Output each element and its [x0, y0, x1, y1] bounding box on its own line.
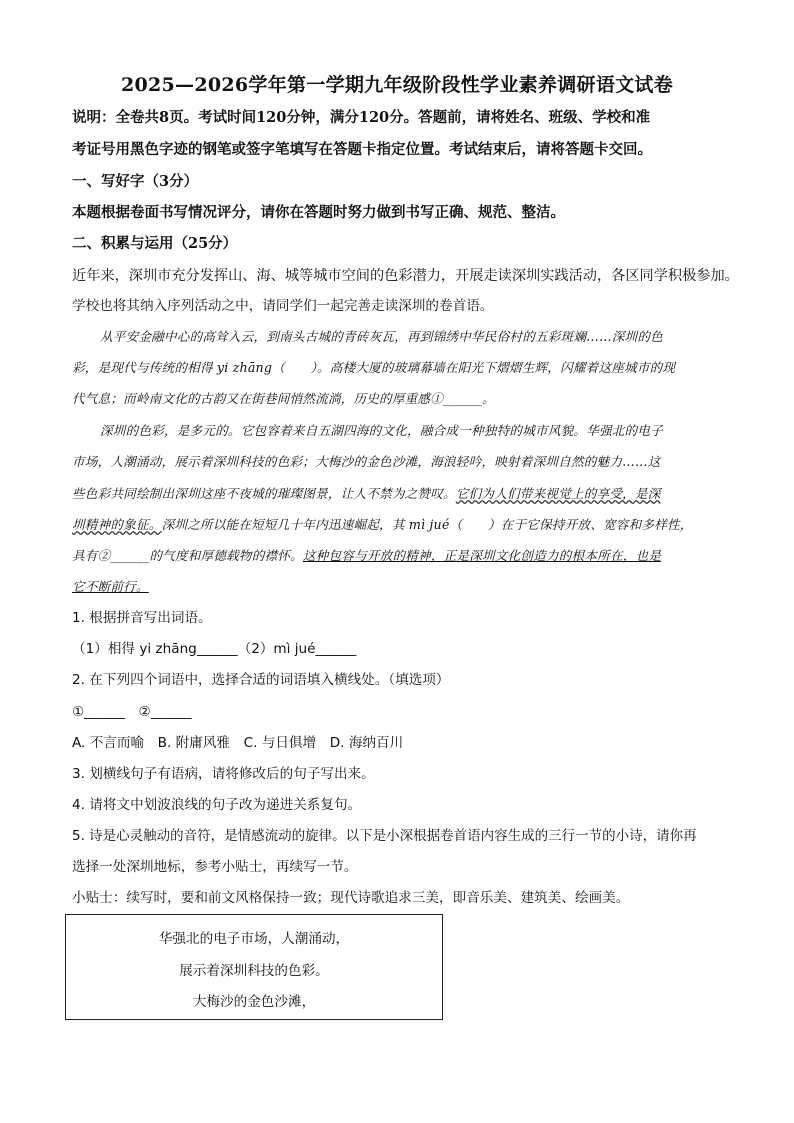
passage-plain-text: 深圳之所以能在短短几十年内迅速崛起，其 mì jué（ ）在于它保持开放、宽容和多样性，: [161, 517, 693, 532]
passage-plain-text: 具有②______的气度和厚德载物的襟怀。: [72, 548, 303, 563]
question-2-blanks: ①______ ②______: [72, 704, 192, 720]
question-1-blanks: （1）相得 yi zhāng______（2）mì jué______: [72, 641, 357, 657]
section1-heading: 一、写好字（3分）: [72, 173, 199, 190]
poem-line-3: 大梅沙的金色沙滩，: [192, 994, 316, 1010]
tip-text: 小贴士：续写时，要和前文风格保持一致；现代诗歌追求三美，即音乐美、建筑美、绘画美。: [72, 890, 630, 906]
exam-title: 2025—2026学年第一学期九年级阶段性学业素养调研语文试卷: [120, 74, 674, 96]
poem-line-1: 华强北的电子市场，人潮涌动，: [158, 931, 350, 947]
passage-plain-text: 些色彩共同绘制出深圳这座不夜城的璀璨图景，让人不禁为之赞叹。: [72, 486, 456, 501]
passage-p2-line-2: 市场，人潮涌动，展示着深圳科技的色彩；大梅沙的金色沙滩，海浪轻吟，映射着深圳自然的魅力……这: [72, 454, 661, 469]
poem-line-2: 展示着深圳科技的色彩。: [179, 963, 329, 979]
question-2: 2. 在下列四个词语中，选择合适的词语填入横线处。（填选项）: [72, 672, 450, 688]
passage-p1-line-1: 从平安金融中心的高耸入云，到南头古城的青砖灰瓦，再到锦绣中华民俗村的五彩斑斓……深圳的色: [100, 329, 663, 344]
instructions-line-1: 说明：全卷共8页。考试时间120分钟，满分120分。答题前，请将姓名、班级、学校和准: [72, 109, 651, 126]
passage-p1-line-3: 代气息；而岭南文化的古韵又在街巷间悄然流淌，历史的厚重感①______。: [72, 391, 495, 406]
passage-p2-line-5: [72, 546, 732, 566]
wavy-underlined-sentence: 它们为人们带来视觉上的享受，是深: [455, 486, 661, 501]
question-5-line-2: 选择一处深圳地标，参考小贴士，再续写一节。: [72, 859, 358, 875]
instructions-line-2: 考证号用黑色字迹的钢笔或签字笔填写在答题卡指定位置。考试结束后，请将答题卡交回。: [72, 141, 652, 158]
passage-p2-line-4: [72, 515, 732, 535]
section2-intro-1: 近年来，深圳市充分发挥山、海、城等城市空间的色彩潜力，开展走读深圳实践活动，各区同学积极参加。: [72, 268, 739, 284]
underlined-sentence: 这种包容与开放的精神，正是深圳文化创造力的根本所在，也是: [302, 548, 662, 563]
question-1: 1. 根据拼音写出词语。: [72, 610, 212, 626]
section1-text: 本题根据卷面书写情况评分，请你在答题时努力做到书写正确、规范、整洁。: [72, 204, 565, 221]
poem-box: [65, 914, 443, 1020]
section2-heading: 二、积累与运用（25分）: [72, 235, 238, 252]
passage-p1-line-2: 彩，是现代与传统的相得 yi zhāng（ ）。高楼大厦的玻璃幕墙在阳光下熠熠生辉，闪耀着这座城市的现: [72, 360, 676, 375]
question-2-options: A. 不言而喻 B. 附庸风雅 C. 与日俱增 D. 海纳百川: [72, 735, 404, 751]
passage-p2-line-3: [72, 484, 732, 504]
section2-intro-2: 学校也将其纳入序列活动之中，请同学们一起完善走读深圳的卷首语。: [72, 298, 494, 314]
wavy-underlined-sentence-end: 圳精神的象征。: [72, 517, 162, 532]
underlined-sentence-end: 它不断前行。: [72, 579, 149, 594]
passage-p2-line-1: 深圳的色彩，是多元的。它包容着来自五湖四海的文化，融合成一种独特的城市风貌。华强北的电子: [100, 423, 663, 438]
question-4: 4. 请将文中划波浪线的句子改为递进关系复句。: [72, 797, 362, 813]
passage-p2-line-6: [72, 577, 732, 597]
question-5-line-1: 5. 诗是心灵触动的音符，是情感流动的旋律。以下是小深根据卷首语内容生成的三行一节的小诗，请你再: [72, 828, 697, 844]
question-3: 3. 划横线句子有语病，请将修改后的句子写出来。: [72, 766, 375, 782]
